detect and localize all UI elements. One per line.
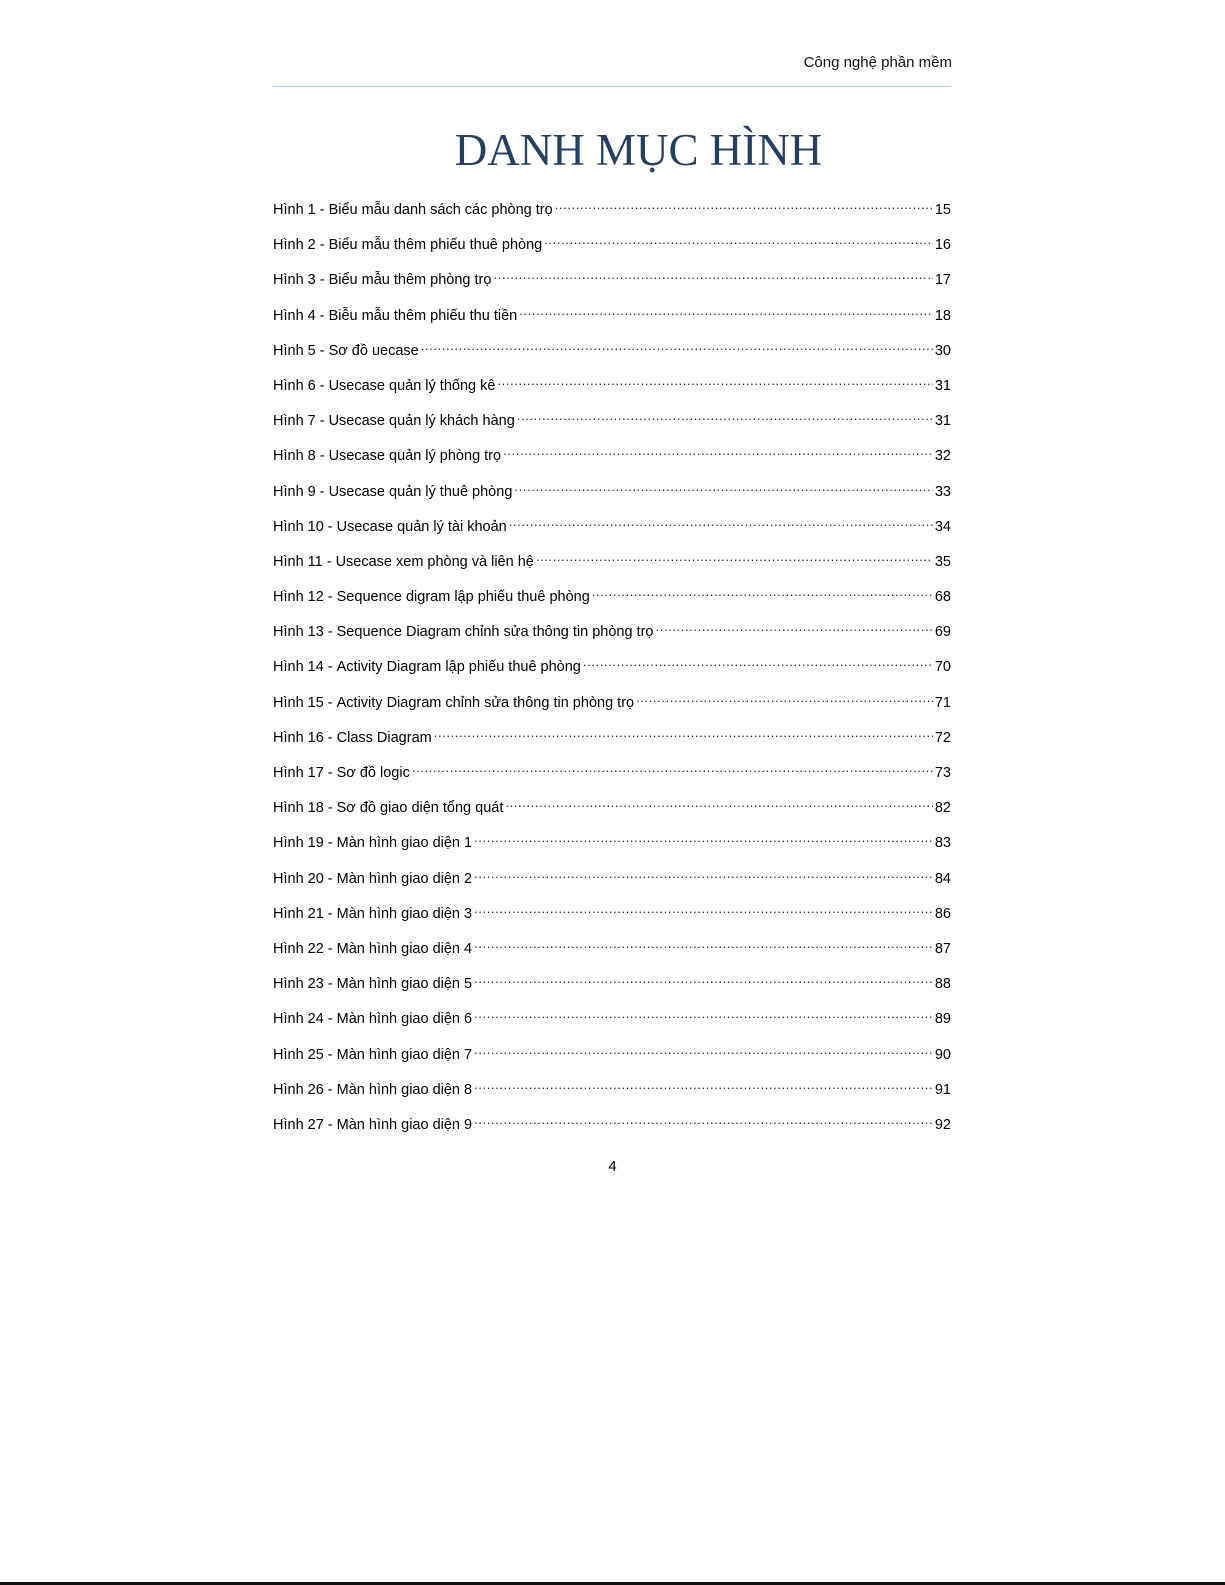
toc-entry-label: Hình 13 (273, 624, 324, 641)
toc-entry[interactable] (273, 655, 951, 690)
toc-entry-label: Hình 25 (273, 1046, 324, 1063)
toc-entry-title: Usecase quản lý khách hàng (328, 413, 515, 430)
toc-entry-label: Hình 16 (273, 729, 324, 746)
toc-entry[interactable] (273, 374, 951, 409)
toc-entry-title: Màn hình giao diện 2 (336, 870, 473, 887)
toc-dot-leader (474, 833, 933, 847)
toc-dot-leader (519, 306, 933, 320)
toc-entry-label: Hình 26 (273, 1081, 324, 1098)
toc-entry[interactable] (273, 1113, 951, 1148)
toc-dot-leader (474, 974, 933, 988)
toc-entry-page: 83 (934, 835, 951, 852)
toc-entry-page: 88 (934, 976, 951, 993)
toc-dot-leader (555, 200, 933, 214)
toc-entry-title: Màn hình giao diện 1 (336, 835, 473, 852)
toc-entry-separator: - (327, 765, 333, 781)
toc-entry-page: 89 (934, 1011, 951, 1028)
toc-dot-leader (474, 939, 933, 953)
toc-entry-separator: - (319, 342, 325, 359)
toc-entry-title: Sơ đồ uecase (328, 342, 419, 359)
toc-entry-page: 34 (934, 518, 951, 535)
toc-entry-separator: - (327, 1011, 333, 1028)
toc-entry-separator: - (327, 870, 333, 887)
toc-entry-page: 72 (934, 729, 951, 746)
page-number: 4 (608, 1158, 617, 1175)
toc-entry[interactable] (273, 550, 951, 585)
toc-entry[interactable] (273, 867, 951, 902)
toc-entry-title: Màn hình giao diện 4 (336, 940, 473, 957)
toc-entry[interactable] (273, 1007, 951, 1042)
toc-entry-separator: - (319, 307, 325, 324)
toc-dot-leader (497, 376, 932, 390)
toc-entry-label: Hình 19 (273, 835, 324, 852)
toc-entry-label: Hình 22 (273, 940, 324, 957)
toc-dot-leader (421, 341, 933, 355)
toc-entry[interactable] (273, 620, 951, 655)
toc-entry-separator: - (327, 1046, 333, 1063)
toc-entry[interactable] (273, 409, 951, 444)
toc-entry-separator: - (327, 835, 333, 852)
toc-entry-separator: - (327, 976, 333, 993)
toc-entry-label: Hình 27 (273, 1116, 324, 1133)
toc-dot-leader (505, 798, 932, 812)
toc-dot-leader (514, 482, 932, 496)
toc-entry-label: Hình 8 (273, 448, 316, 465)
figure-list (273, 198, 951, 1148)
toc-entry-page: 69 (934, 624, 951, 641)
toc-entry-separator: - (319, 413, 325, 430)
toc-entry-page: 87 (934, 940, 951, 957)
toc-entry[interactable] (273, 902, 951, 937)
toc-entry-label: Hình 2 (273, 237, 316, 254)
toc-dot-leader (474, 1115, 933, 1129)
toc-entry-separator: - (319, 202, 325, 218)
toc-entry-separator: - (327, 694, 333, 711)
toc-dot-leader (474, 904, 933, 918)
toc-entry-title: Biểu mẫu danh sách các phòng trọ (328, 202, 553, 218)
toc-entry-label: Hình 11 (273, 553, 323, 570)
toc-dot-leader (474, 1045, 933, 1059)
toc-entry-title: Activity Diagram chỉnh sửa thông tin phòng trọ (336, 694, 635, 711)
toc-entry-label: Hình 3 (273, 272, 316, 289)
toc-entry-title: Usecase quản lý phòng trọ (328, 448, 502, 465)
toc-entry-title: Sơ đồ logic (336, 765, 410, 781)
toc-entry-page: 31 (934, 377, 951, 394)
header-divider (273, 86, 951, 87)
toc-entry-page: 32 (934, 448, 951, 465)
toc-entry-page: 90 (934, 1046, 951, 1063)
toc-entry-page: 16 (934, 237, 951, 254)
toc-dot-leader (536, 552, 933, 566)
toc-entry-label: Hình 5 (273, 342, 316, 359)
toc-entry[interactable] (273, 1043, 951, 1078)
toc-entry-page: 82 (934, 800, 951, 817)
toc-entry-page: 31 (934, 413, 951, 430)
toc-entry[interactable] (273, 480, 951, 515)
toc-entry-page: 84 (934, 870, 951, 887)
toc-entry-label: Hình 21 (273, 905, 324, 922)
toc-entry-title: Biễu mẫu thêm phiếu thu tiền (328, 307, 518, 324)
toc-entry[interactable] (273, 304, 951, 339)
toc-entry-page: 17 (934, 272, 951, 289)
toc-entry-title: Biểu mẫu thêm phòng trọ (328, 272, 492, 289)
toc-entry[interactable] (273, 268, 951, 303)
toc-entry-separator: - (327, 1081, 333, 1098)
toc-entry[interactable] (273, 585, 951, 620)
toc-dot-leader (474, 1080, 933, 1094)
toc-entry-label: Hình 20 (273, 870, 324, 887)
toc-entry-separator: - (327, 659, 333, 676)
toc-entry-separator: - (319, 237, 325, 254)
toc-entry-title: Màn hình giao diện 9 (336, 1116, 473, 1133)
toc-entry-label: Hình 18 (273, 800, 324, 817)
toc-entry-separator: - (319, 377, 325, 394)
toc-entry-label: Hình 1 (273, 202, 316, 218)
toc-entry-page: 68 (934, 589, 951, 606)
running-header: Công nghệ phần mềm (803, 54, 952, 71)
toc-entry-title: Class Diagram (336, 729, 432, 746)
toc-entry-title: Activity Diagram lập phiếu thuê phòng (336, 659, 581, 676)
toc-entry-label: Hình 4 (273, 307, 316, 324)
toc-entry-title: Sequence digram lập phiếu thuê phòng (336, 589, 590, 606)
toc-entry-title: Usecase quản lý thống kê (328, 377, 496, 394)
toc-entry-separator: - (327, 624, 333, 641)
toc-entry-title: Sơ đồ giao diện tổng quát (336, 800, 504, 817)
toc-entry-title: Sequence Diagram chỉnh sửa thông tin phòng trọ (336, 624, 654, 641)
toc-entry-title: Màn hình giao diện 5 (336, 976, 473, 993)
toc-entry[interactable] (273, 233, 951, 268)
toc-entry-page: 86 (934, 905, 951, 922)
toc-entry-separator: - (319, 483, 325, 500)
toc-entry-page: 91 (934, 1081, 951, 1098)
toc-entry-label: Hình 9 (273, 483, 316, 500)
toc-dot-leader (592, 587, 933, 601)
toc-entry-separator: - (326, 553, 332, 570)
toc-entry-separator: - (319, 272, 325, 289)
toc-entry[interactable] (273, 444, 951, 479)
toc-dot-leader (544, 235, 933, 249)
toc-entry[interactable] (273, 515, 951, 550)
toc-dot-leader (493, 270, 932, 284)
toc-dot-leader (434, 728, 933, 742)
toc-entry-title: Usecase xem phòng và liên hệ (335, 553, 534, 570)
toc-entry-label: Hình 23 (273, 976, 324, 993)
toc-entry-separator: - (327, 589, 333, 606)
toc-entry-page: 71 (934, 694, 951, 711)
toc-dot-leader (503, 446, 933, 460)
toc-entry-page: 35 (934, 553, 951, 570)
toc-entry-page: 33 (934, 483, 951, 500)
toc-entry-page: 30 (934, 342, 951, 359)
toc-entry-label: Hình 14 (273, 659, 324, 676)
toc-entry-page: 18 (934, 307, 951, 324)
toc-dot-leader (474, 1009, 933, 1023)
toc-entry-label: Hình 7 (273, 413, 316, 430)
page-title: DANH MỤC HÌNH (454, 125, 823, 175)
toc-entry-page: 73 (934, 765, 951, 781)
toc-entry-label: Hình 15 (273, 694, 324, 711)
toc-dot-leader (412, 763, 933, 777)
toc-entry[interactable] (273, 726, 951, 761)
toc-entry-label: Hình 17 (273, 765, 324, 781)
toc-entry[interactable] (273, 831, 951, 866)
toc-dot-leader (517, 411, 933, 425)
toc-entry-title: Màn hình giao diện 8 (336, 1081, 473, 1098)
toc-entry[interactable] (273, 1078, 951, 1113)
toc-entry[interactable] (273, 796, 951, 831)
toc-dot-leader (583, 657, 933, 671)
toc-entry-page: 70 (934, 659, 951, 676)
toc-dot-leader (655, 622, 932, 636)
toc-entry-title: Biểu mẫu thêm phiếu thuê phòng (328, 237, 543, 254)
toc-entry-label: Hình 24 (273, 1011, 324, 1028)
toc-entry[interactable] (273, 761, 951, 796)
toc-entry-title: Màn hình giao diện 3 (336, 905, 473, 922)
toc-entry-title: Màn hình giao diện 6 (336, 1011, 473, 1028)
toc-entry-separator: - (327, 800, 333, 817)
toc-entry-separator: - (327, 905, 333, 922)
toc-dot-leader (474, 869, 933, 883)
toc-entry-title: Màn hình giao diện 7 (336, 1046, 473, 1063)
toc-dot-leader (636, 693, 933, 707)
toc-entry[interactable] (273, 339, 951, 374)
toc-entry-separator: - (319, 448, 325, 465)
toc-entry[interactable] (273, 198, 951, 233)
toc-entry[interactable] (273, 691, 951, 726)
toc-entry-separator: - (327, 518, 333, 535)
toc-entry-title: Usecase quản lý tài khoản (336, 518, 507, 535)
toc-dot-leader (509, 517, 933, 531)
toc-entry-label: Hình 10 (273, 518, 324, 535)
toc-entry-page: 92 (934, 1116, 951, 1133)
toc-entry[interactable] (273, 972, 951, 1007)
toc-entry-page: 15 (934, 202, 951, 218)
toc-entry-separator: - (327, 729, 333, 746)
toc-entry-title: Usecase quản lý thuê phòng (328, 483, 513, 500)
toc-entry[interactable] (273, 937, 951, 972)
toc-entry-separator: - (327, 940, 333, 957)
toc-entry-label: Hình 12 (273, 589, 324, 606)
toc-entry-label: Hình 6 (273, 377, 316, 394)
toc-entry-separator: - (327, 1116, 333, 1133)
